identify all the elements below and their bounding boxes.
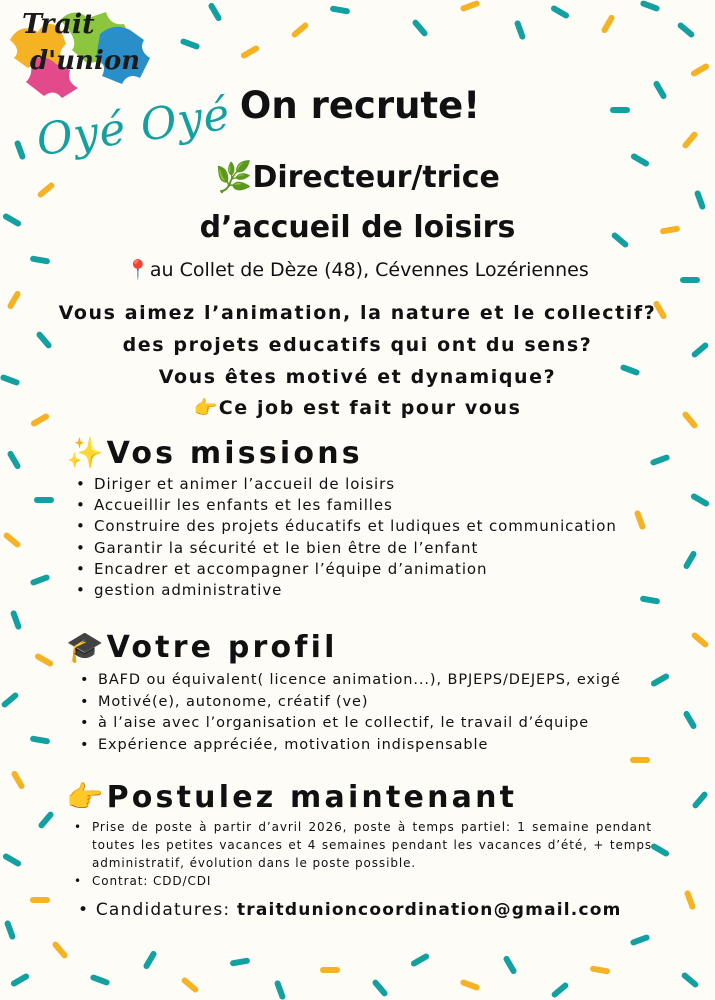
email-link[interactable]: traitdunioncoordination@gmail.com [236,900,622,920]
list-item: • gestion administrative [74,580,617,601]
confetti-dash [290,21,309,38]
confetti-dash [30,574,51,586]
confetti-dash [676,21,695,38]
confetti-dash [690,492,710,507]
sparkles-icon: ✨ [66,436,107,471]
list-item: • Accueillir les enfants et les familles [74,495,617,516]
confetti-dash [630,934,651,946]
confetti-dash [650,454,671,466]
oye-oye-heading: Oyé Oyé [33,88,234,167]
list-item: • Expérience appréciée, motivation indispensable [78,735,621,757]
confetti-dash [600,14,615,34]
confetti-dash [630,757,650,763]
pointing-hand-icon: 👉 [66,780,107,815]
confetti-dash [230,957,251,966]
list-item: • Garantir la sécurité et le bien être de l’enfant [74,538,617,559]
graduation-cap-icon: 🎓 [66,630,107,665]
confetti-dash [550,4,570,19]
confetti-dash [320,967,340,973]
confetti-dash [691,790,708,809]
confetti-dash [682,550,697,570]
confetti-dash [34,652,54,667]
page-title: On recrute! [239,84,481,127]
profil-heading: 🎓Votre profil [66,630,338,665]
confetti-dash [90,974,111,986]
confetti-dash [207,2,222,22]
list-item: • Construire des projets éducatifs et ludiques et communication [74,516,617,537]
confetti-dash [460,0,481,12]
confetti-dash [640,0,661,12]
list-item: • Prise de poste à partir d’avril 2026, poste à temps partiel: 1 semaine pendant toutes les petites vacances et 4 semaines pendant les vacances d’été, + temps administratif, évolution dans le poste possible. [72,818,652,872]
candidatures-line: • Candidatures: traitdunioncoordination@gmail.com [78,900,622,920]
confetti-dash [410,952,430,967]
list-item: • Contrat: CDD/CDI [72,872,652,890]
confetti-dash [681,130,698,149]
confetti-dash [10,972,30,987]
confetti-dash [0,691,19,708]
confetti-dash [142,950,157,970]
confetti-dash [640,595,661,604]
confetti-dash [180,976,199,993]
logo-text-trait: Trait [22,9,95,40]
job-title-line1: 🌿Directeur/trice [215,160,500,195]
confetti-dash [6,450,21,470]
pin-icon: 📍 [126,259,150,281]
question-3: Vous êtes motivé et dynamique? [158,366,557,388]
list-item: • Motivé(e), autonome, créatif (ve) [78,692,621,714]
confetti-dash [240,44,260,59]
confetti-dash [460,979,481,991]
confetti-dash [682,710,697,730]
confetti-dash [10,610,22,631]
missions-list [74,474,617,601]
job-location: 📍au Collet de Dèze (48), Cévennes Lozériennes [126,259,589,281]
leaf-icon: 🌿 [215,160,253,195]
confetti-dash [51,940,68,959]
confetti-dash [680,971,699,988]
confetti-dash [371,978,388,997]
confetti-dash [690,62,710,77]
confetti-dash [14,140,26,161]
confetti-dash [37,810,54,829]
confetti-dash [30,735,51,744]
confetti-dash [610,107,630,113]
confetti-dash [34,497,54,503]
confetti-dash [411,18,428,37]
question-1: Vous aimez l’animation, la nature et le collectif? [58,302,657,324]
confetti-dash [330,5,351,14]
pointing-hand-icon: 👉 [193,397,219,419]
confetti-dash [590,965,611,974]
logo-text-union: d'union [30,46,141,76]
confetti-dash [30,897,50,903]
confetti-dash [4,920,16,941]
confetti-dash [274,980,286,1000]
confetti-dash [514,20,526,41]
postulez-heading: 👉Postulez maintenant [66,780,518,815]
confetti-dash [2,531,21,548]
confetti-dash [650,842,670,857]
confetti-dash [684,890,696,911]
confetti-dash [652,80,667,100]
question-4: 👉Ce job est fait pour vous [193,397,522,419]
list-item: • Diriger et animer l’accueil de loisirs [74,474,617,495]
confetti-dash [550,981,569,998]
confetti-dash [502,955,517,975]
confetti-dash [10,770,25,790]
candidatures-label: Candidatures: [95,900,231,920]
confetti-dash [180,38,201,50]
list-item: • Encadrer et accompagner l’équipe d’animation [74,559,617,580]
question-2: des projets educatifs qui ont du sens? [122,334,593,356]
confetti-dash [650,672,670,687]
confetti-dash [690,631,709,648]
list-item: • à l’aise avec l’organisation et le collectif, le travail d’équipe [78,713,621,735]
confetti-dash [2,852,22,867]
profil-list [78,670,621,756]
missions-heading: ✨Vos missions [66,436,363,471]
job-title-line2: d’accueil de loisirs [199,210,516,245]
list-item: • BAFD ou équivalent( licence animation...), BPJEPS/DEJEPS, exigé [78,670,621,692]
postulez-list [72,818,652,890]
confetti-dash [634,510,646,531]
